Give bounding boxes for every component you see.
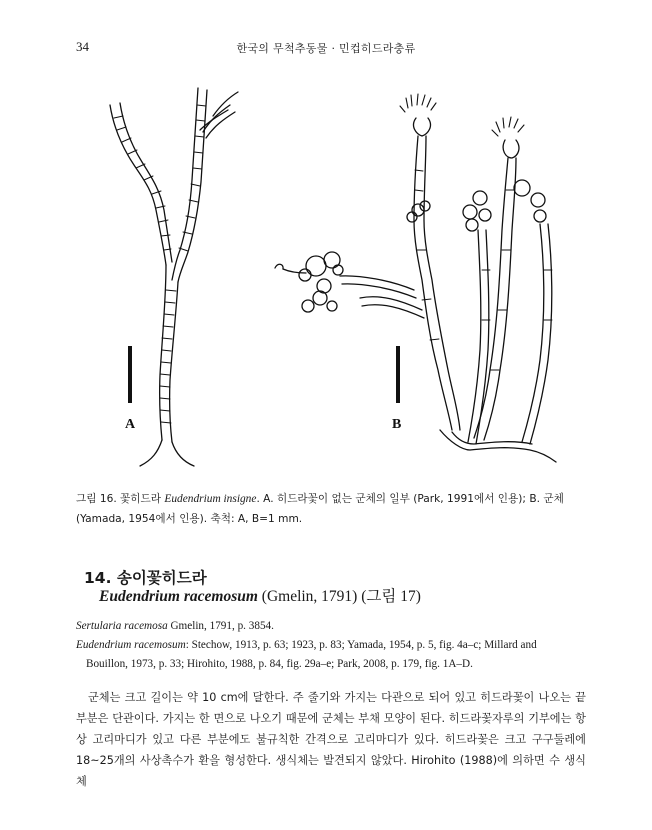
species-heading: 14. 송이꽃히드라 <box>84 569 207 587</box>
panel-b-drawing <box>275 94 556 462</box>
figure-16 <box>70 70 590 482</box>
species-authority: (Gmelin, 1791) (그림 17) <box>257 588 421 605</box>
synonym-refs: : Stechow, 1913, p. 63; 1923, p. 83; Yamada, 1954, p. 5, fig. 4a–c; Millard and <box>185 639 537 651</box>
panel-a-label: A <box>125 417 136 432</box>
running-header: 한국의 무척추동물 · 민컵히드라충류 <box>236 42 416 55</box>
synonym-entry <box>76 617 584 636</box>
species-scientific-line <box>99 584 421 606</box>
species-scientific-name: Eudendrium racemosum <box>99 588 258 605</box>
figure-caption <box>76 489 584 529</box>
description-paragraph: 군체는 크고 길이는 약 10 cm에 달한다. 주 줄기와 가지는 다관으로 되어 있고 히드라꽃이 나오는 끝 부분은 단관이다. 가지는 한 면으로 나오기 때문에 군체는 부채 모양이 된다. 히드라꽃자루의 기부에는 항상 고리마디가 있고 다른 부분에도 불규칙한 간격으로 고리마디가 있다. 히드라꽃은 크고 구구둘레에 18~25개의 사상촉수가 환을 형성한다. 생식체는 발견되지 않았다. Hirohito (1988)에 의하면 수 생식체 <box>76 691 586 788</box>
panel-a-drawing <box>110 88 238 466</box>
synonym-refs: Gmelin, 1791, p. 3854. <box>167 620 274 632</box>
caption-species: Eudendrium insigne <box>164 493 257 505</box>
panel-b-label: B <box>392 417 402 432</box>
page-number: 34 <box>76 39 89 54</box>
synonym-name: Eudendrium racemosum <box>76 639 186 651</box>
synonymy-list <box>76 617 584 674</box>
synonym-refs: Bouillon, 1973, p. 33; Hirohito, 1988, p. 84, fig. 29a–e; Park, 2008, p. 179, fig. 1A–D. <box>86 658 473 670</box>
caption-prefix: 그림 16. 꽃히드라 <box>76 493 165 505</box>
synonym-name: Sertularia racemosa <box>76 620 168 632</box>
synonym-entry-continued <box>76 655 584 674</box>
caption-rest: . A. 히드라꽃이 없는 군체의 일부 (Park, 1991에서 인용); B. 군체 (Yamada, 1954에서 인용). 축척: A, B=1 mm. <box>76 493 564 525</box>
synonym-entry <box>76 636 584 655</box>
description-body <box>76 687 586 792</box>
